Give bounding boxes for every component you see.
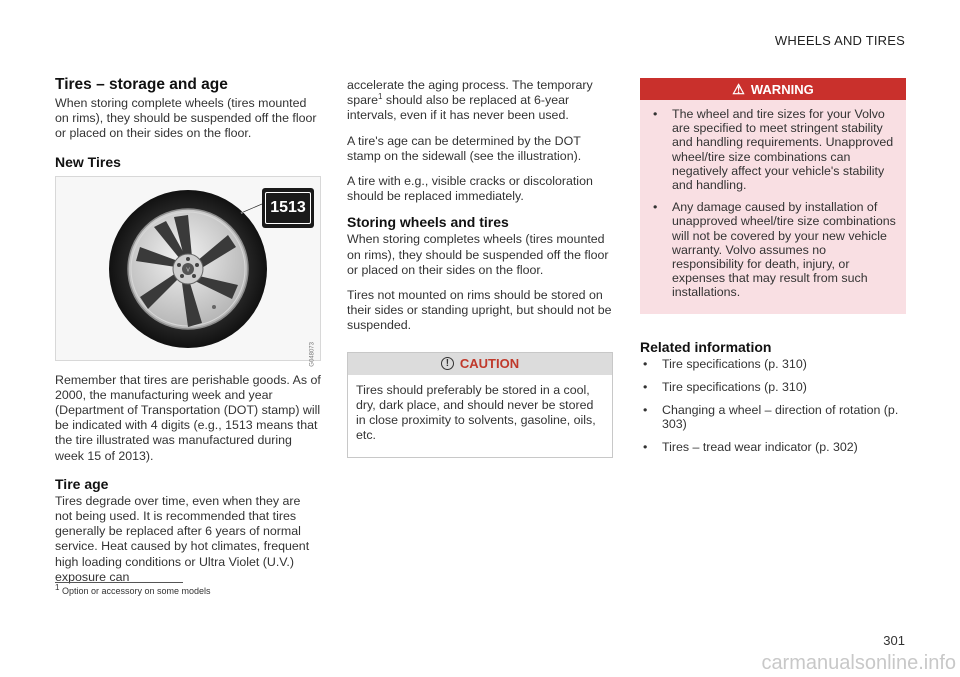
related-link-tire-specifications[interactable]: • Tire specifications (p. 310) bbox=[640, 357, 906, 371]
footnote-divider bbox=[55, 582, 183, 583]
storing-paragraph-1: When storing completes wheels (tires mounted on rims), they should be suspended off the floor or placed on their sides on the floor. bbox=[347, 232, 609, 277]
dot-stamp-value: 1513 bbox=[265, 192, 311, 224]
tire-illustration bbox=[55, 176, 321, 367]
site-watermark: carmanualsonline.info bbox=[761, 652, 956, 674]
footnote-text: Option or accessory on some models bbox=[59, 586, 211, 596]
svg-text:V: V bbox=[186, 267, 190, 274]
aging-text-a: accelerate the aging process. The temporary spare bbox=[347, 78, 593, 108]
warning-label: WARNING bbox=[750, 81, 814, 97]
footnote-marker: 1 bbox=[55, 583, 60, 592]
aging-text-b: should also be replaced at 6-year intervals, even if it has never been used. bbox=[347, 93, 570, 123]
tire-age-paragraph: Tires degrade over time, even when they are not being used. It is recommended that tires generally be replaced after 6 years of normal service. Heat caused by hot climates, frequent high loading conditions or Ultra Violet (U.V.) exposure can bbox=[55, 493, 310, 584]
warning-item: • The wheel and tire sizes for your Volvo are specified to meet stringent stability and handling requirements. Unapproved wheel/tire size combinations can negatively affect your vehicle's stability and handling. bbox=[650, 107, 896, 192]
middle-column bbox=[347, 78, 613, 458]
footnote-ref[interactable]: 1 bbox=[378, 92, 383, 102]
dot-paragraph: A tire's age can be determined by the DOT stamp on the sidewall (see the illustration). bbox=[347, 133, 582, 163]
warning-list bbox=[650, 107, 896, 300]
left-column bbox=[55, 76, 321, 595]
dot-stamp-callout bbox=[262, 188, 314, 228]
storing-paragraph-2: Tires not mounted on rims should be stored on their sides or standing upright, but should not be suspended. bbox=[347, 288, 612, 333]
footnote bbox=[55, 583, 211, 596]
related-link-changing-wheel[interactable]: • Changing a wheel – direction of rotation (p. 303) bbox=[640, 403, 906, 431]
warning-item: • Any damage caused by installation of unapproved wheel/tire size combinations will not be covered by your new vehicle warranty. Volvo assumes no responsibility for death, injury, or expenses that may result from such installations. bbox=[650, 200, 896, 299]
related-information bbox=[640, 339, 906, 455]
caution-label: CAUTION bbox=[459, 356, 520, 372]
intro-paragraph: When storing complete wheels (tires mounted on rims), they should be suspended off the floor or placed on their sides on the floor. bbox=[55, 96, 317, 141]
related-link-tread-wear[interactable]: • Tires – tread wear indicator (p. 302) bbox=[640, 440, 906, 454]
tire-age-heading: Tire age bbox=[55, 475, 109, 492]
section-header: WHEELS AND TIRES bbox=[774, 33, 905, 48]
storing-heading: Storing wheels and tires bbox=[347, 214, 509, 231]
caution-text: Tires should preferably be stored in a cool, dry, dark place, and should never be stored in close proximity to solvents, gasoline, oils, etc. bbox=[356, 382, 596, 443]
new-tires-paragraph: Remember that tires are perishable goods. As of 2000, the manufacturing week and year (Department of Transportation (DOT) stamp) will be indicated with 4 digits (e.g., 1513 means that the tire illustrated was manufactured during week 15 of 2013). bbox=[55, 372, 321, 463]
figure-code: G048073 bbox=[310, 341, 316, 367]
warning-header bbox=[640, 78, 906, 100]
page-number: 301 bbox=[883, 633, 905, 648]
related-link-tire-specifications-2[interactable]: • Tire specifications (p. 310) bbox=[640, 380, 906, 394]
new-tires-heading: New Tires bbox=[55, 153, 121, 170]
right-column bbox=[640, 76, 906, 464]
warning-box bbox=[640, 78, 906, 314]
related-list bbox=[640, 357, 906, 455]
caution-box bbox=[347, 352, 613, 459]
warning-triangle-icon: ⚠ bbox=[732, 80, 745, 97]
related-heading: Related information bbox=[640, 338, 772, 355]
exclamation-circle-icon: ! bbox=[441, 357, 454, 370]
aging-paragraph bbox=[347, 78, 613, 124]
cracks-paragraph: A tire with e.g., visible cracks or discoloration should be replaced immediately. bbox=[347, 174, 593, 204]
page-title: Tires – storage and age bbox=[55, 76, 228, 93]
caution-header bbox=[348, 353, 612, 375]
